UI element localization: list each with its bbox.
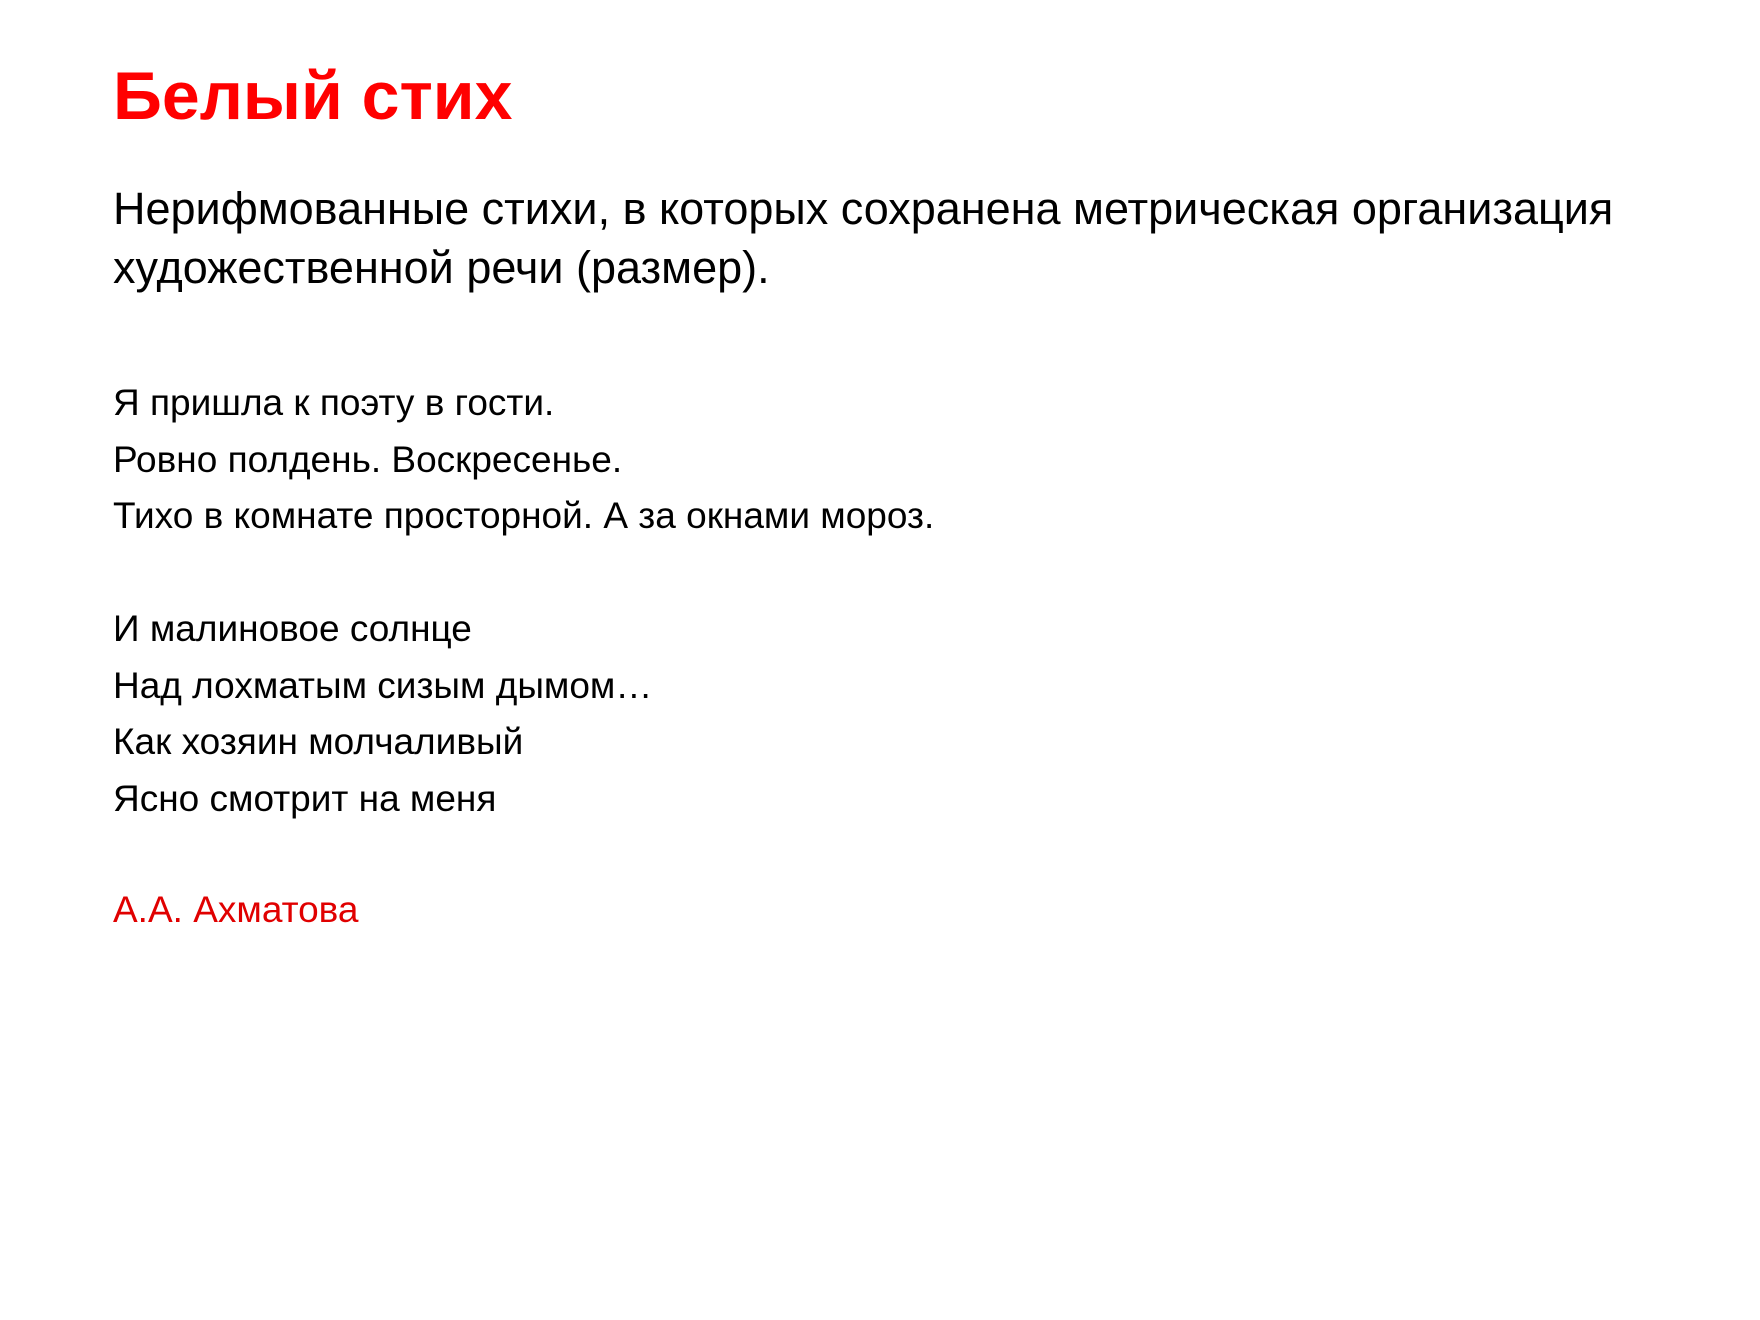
poem-line: Над лохматым сизым дымом… [113, 664, 653, 706]
poem-line: Я пришла к поэту в гости. [113, 382, 555, 423]
poem-line: Ясно смотрит на меня [113, 777, 497, 819]
definition-text: Нерифмованные стихи, в которых сохранена метрическая организация художественной речи (размер). [113, 183, 1614, 293]
poem-line: Как хозяин молчаливый [113, 721, 524, 762]
poem-author: А.А. Ахматова [113, 889, 359, 930]
poem-line: Ровно полдень. Воскресенье. [113, 438, 623, 480]
slide-title: Белый стих [113, 58, 513, 134]
poem-stanza-2 [113, 601, 652, 827]
poem-line: Тихо в комнате просторной. А за окнами мороз. [113, 495, 935, 536]
poem-stanza-1 [113, 375, 934, 545]
poem-line: И малиновое солнце [113, 608, 472, 649]
